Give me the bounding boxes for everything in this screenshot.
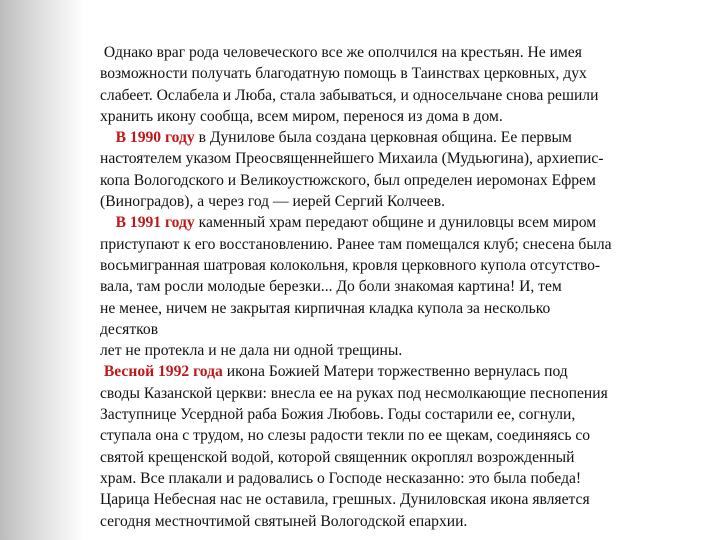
text-run: в Дунилове была создана церковная община. Ее первым bbox=[194, 129, 572, 147]
text-line bbox=[100, 276, 700, 297]
text-run: лет не протекла и не дала ни одной трещины. bbox=[100, 342, 403, 360]
text-run: слабеет. Ослабела и Люба, стала забываться, и односельчане снова решили bbox=[100, 86, 599, 104]
text-line bbox=[100, 106, 700, 127]
text-line bbox=[100, 447, 700, 468]
text-line bbox=[100, 361, 700, 382]
text-run: икона Божией Матери торжественно вернулась под bbox=[222, 363, 568, 381]
text-line bbox=[100, 234, 700, 255]
text-run: настоятелем указом Преосвященнейшего Михаила (Мудьюгина), архиепис- bbox=[100, 150, 604, 168]
text-run: вала, там росли молодые березки... До боли знакомая картина! И, тем bbox=[100, 278, 562, 296]
text-line bbox=[100, 85, 700, 106]
text-run: Однако враг рода человеческого все же ополчился на крестьян. Не имея bbox=[100, 44, 582, 61]
text-line bbox=[100, 298, 700, 319]
text-run: своды Казанской церкви: внесла ее на руках под несмолкающие песнопения bbox=[100, 384, 608, 402]
text-run: (Виноградов), а через год — иерей Сергий Колчеев. bbox=[100, 193, 445, 211]
text-run: храм. Все плакали и радовались о Господе несказанно: это была победа! bbox=[100, 469, 582, 487]
text-run: хранить икону сообща, всем миром, перенося из дома в дом. bbox=[100, 107, 503, 125]
text-run bbox=[100, 214, 116, 231]
text-line bbox=[100, 511, 700, 532]
text-line bbox=[100, 63, 700, 84]
text-line bbox=[100, 340, 700, 361]
text-line bbox=[100, 383, 700, 404]
text-run: не менее, ничем не закрытая кирпичная кладка купола за несколько bbox=[100, 299, 551, 317]
text-run bbox=[100, 129, 116, 146]
text-line bbox=[100, 212, 700, 233]
text-line bbox=[100, 489, 700, 510]
text-run: Царица Небесная нас не оставила, грешных. Дуниловская икона является bbox=[100, 491, 590, 509]
document-text bbox=[100, 42, 700, 532]
text-line bbox=[100, 170, 700, 191]
highlighted-year: В 1991 году bbox=[115, 214, 195, 232]
text-line bbox=[100, 425, 700, 446]
text-run: Заступнице Усердной раба Божия Любовь. Годы состарили ее, согнули, bbox=[100, 406, 576, 424]
text-line bbox=[100, 127, 700, 148]
text-line bbox=[100, 191, 700, 212]
text-line bbox=[100, 404, 700, 425]
text-run: ступала она с трудом, но слезы радости текли по ее щекам, соединяясь со bbox=[100, 427, 591, 445]
text-line bbox=[100, 148, 700, 169]
text-line bbox=[100, 468, 700, 489]
text-run: приступают к его восстановлению. Ранее там помещался клуб; снесена была bbox=[100, 235, 612, 253]
highlighted-year: В 1990 году bbox=[115, 129, 195, 147]
text-line bbox=[100, 319, 700, 340]
left-shadow-decoration bbox=[0, 0, 84, 540]
highlighted-year: Весной 1992 года bbox=[103, 363, 223, 381]
text-run: каменный храм передают общине и дуниловцы всем миром bbox=[194, 214, 597, 232]
text-run: возможности получать благодатную помощь в Таинствах церковных, дух bbox=[100, 65, 587, 83]
text-run: десятков bbox=[100, 320, 159, 338]
text-line bbox=[100, 255, 700, 276]
text-run: святой крещенской водой, которой священник окроплял возрожденный bbox=[100, 448, 575, 466]
text-run: сегодня местночтимой святыней Вологодской епархии. bbox=[100, 512, 468, 530]
text-line bbox=[100, 42, 700, 63]
text-run: копа Вологодского и Великоустюжского, был определен иеромонах Ефрем bbox=[100, 171, 596, 189]
text-run: восьмигранная шатровая колокольня, кровля церковного купола отсутство- bbox=[100, 256, 601, 274]
